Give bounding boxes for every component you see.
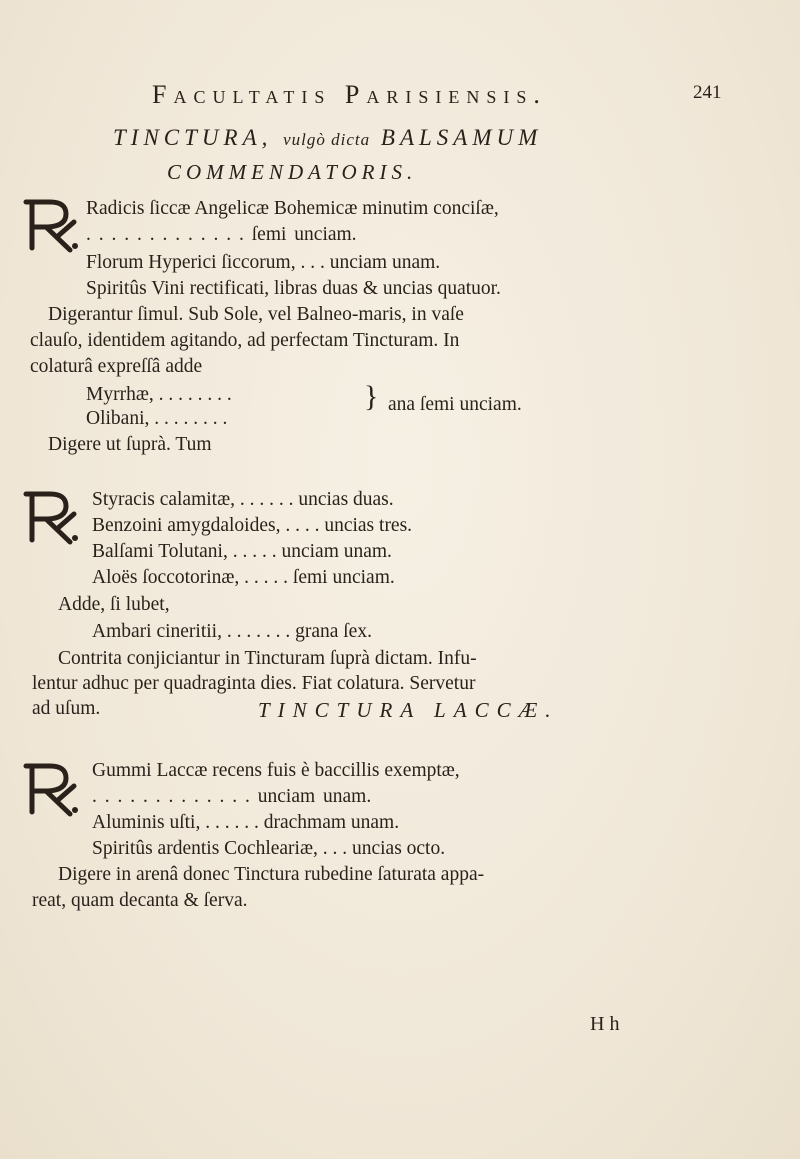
brace-icon: } [364, 380, 379, 413]
signature-mark: H h [590, 1013, 620, 1035]
paragraph-line: Digere ut ſuprà. Tum [48, 434, 212, 455]
title-vulgo: vulgò dicta [283, 130, 371, 149]
ingredient-line: Styracis calamitæ, . . . . . . uncias duas. [92, 489, 394, 510]
ingredient-line: Benzoini amygdaloides, . . . . uncias tres. [92, 515, 413, 536]
ingredient-line: Gummi Laccæ recens fuis è baccillis exemptæ, [92, 760, 460, 781]
ingredient-line: Spiritûs ardentis Cochleariæ, . . . uncias octo. [92, 838, 446, 859]
paragraph-line: colaturâ expreſſâ adde [30, 356, 203, 377]
section-title-lacca: TINCTURA LACCÆ. [258, 698, 559, 722]
paragraph-line: ad uſum. [32, 698, 101, 719]
ingredient-line: . . . . . . . . . . . . . unciam unam. [92, 786, 372, 807]
ad-usum-wrapper [32, 672, 101, 719]
ingredient-line: Olibani, . . . . . . . . [86, 408, 228, 429]
recipe-symbol-icon [18, 760, 80, 820]
paragraph-line: Digere in arenâ donec Tinctura rubedine ſaturata appa- [58, 864, 485, 885]
running-head: Facultatis Parisiensis. [152, 80, 547, 109]
section-title-line2: COMMENDATORIS. [167, 160, 418, 184]
recipe-symbol-icon [18, 196, 80, 256]
ingredient-line: . . . . . . . . . . . . . ſemi unciam. [86, 224, 357, 245]
ingredient-line: Aloës ſoccotorinæ, . . . . . ſemi unciam. [92, 567, 395, 588]
title-word-balsamum: BALSAMUM [380, 125, 543, 150]
paragraph-line: Adde, ſi lubet, [58, 594, 170, 615]
ingredient-line: Myrrhæ, . . . . . . . . [86, 384, 232, 405]
paragraph-line: lentur adhuc per quadraginta dies. Fiat colatura. Servetur [32, 673, 476, 694]
paragraph-line: Digerantur ſimul. Sub Sole, vel Balneo-maris, in vaſe [48, 304, 464, 325]
ingredient-line: Florum Hyperici ſiccorum, . . . unciam unam. [86, 252, 441, 273]
ingredient-line: Balſami Tolutani, . . . . . unciam unam. [92, 541, 392, 562]
recipe-symbol-icon [18, 488, 80, 548]
page-number: 241 [693, 82, 722, 103]
section-title-line1 [113, 125, 542, 151]
paragraph-line: Contrita conjiciantur in Tincturam ſuprà dictam. Infu- [58, 648, 477, 669]
ingredient-line: Ambari cineritii, . . . . . . . grana ſex. [92, 621, 372, 642]
ingredient-line: Radicis ſiccæ Angelicæ Bohemicæ minutim conciſæ, [86, 198, 499, 219]
ana-quantity: ana ſemi unciam. [388, 394, 522, 415]
title-word-tinctura: TINCTURA, [113, 125, 273, 150]
ingredient-line: Spiritûs Vini rectificati, libras duas & uncias quatuor. [86, 278, 501, 299]
ingredient-line: Aluminis uſti, . . . . . . drachmam unam. [92, 812, 400, 833]
paragraph-line: clauſo, identidem agitando, ad perfectam Tincturam. In [30, 330, 460, 351]
paragraph-line: reat, quam decanta & ſerva. [32, 890, 248, 911]
